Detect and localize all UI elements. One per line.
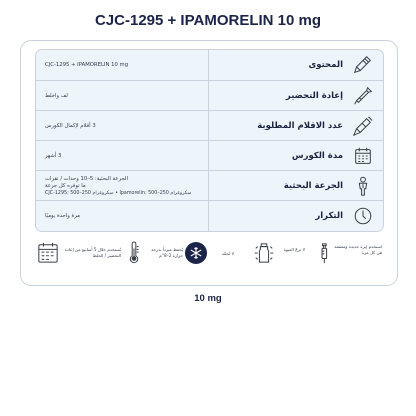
snowflake-badge (185, 242, 207, 264)
storage-note-use-within: يُستخدم خلال 5 أسابيع من إعادة التحضير / الخلط (35, 236, 123, 276)
storage-note-no-shake: لا ترجّ العبوة (253, 236, 309, 276)
vial-pen-icon (352, 54, 374, 76)
content-value: CJC-1295 + IPAMORELIN 10 mg (45, 61, 129, 68)
storage-notes (35, 236, 382, 276)
reconstitution-value: لف واخلط (45, 92, 68, 99)
dropper-icon (352, 85, 374, 107)
info-table (35, 49, 384, 232)
course-duration-label: مدة الكورس (291, 151, 343, 161)
product-title: CJC-1295 + IPAMORELIN 10 mg (94, 12, 322, 29)
no-shake-bottle-icon (253, 240, 275, 266)
research-dose-label: الجرعة البحثية (283, 181, 343, 191)
row-research-dose (36, 170, 383, 201)
calendar-days-icon (37, 240, 59, 266)
info-card (20, 40, 398, 286)
storage-note-refrigerate: يُحفظ مبرداً بدرجة حرارة 2–8°م (123, 236, 183, 276)
research-dose-value: الجرعة البحثية: 5–10 وحدات / نقرات ما توفره كل جرعة ميكروغرام 250–500 :Ipamorelin • ميكروغرام 250–500 :CJC-1295 (45, 175, 192, 196)
row-frequency (36, 200, 383, 231)
footer-dose-label: 10 mg (194, 293, 222, 304)
storage-note-new-needle: استخدم إبرة جديدة ومعقمة في كل مرة (317, 236, 382, 276)
content-label: المحتوى (308, 60, 343, 70)
pens-needed-label: عدد الاقلام المطلوبة (257, 121, 343, 131)
frequency-label: التكرار (315, 211, 343, 221)
reconstitution-label: إعادة التحضير (285, 91, 343, 101)
row-reconstitution (36, 80, 383, 111)
frequency-value: مرة واحدة يوميًا (45, 212, 81, 219)
thermometer-icon (123, 240, 145, 266)
clock-icon (352, 205, 374, 227)
pens-needed-value: 3 أقلام لإكمال الكورس (45, 122, 96, 129)
pen-injector-icon (352, 115, 374, 137)
storage-note-no-freeze: لا تُجمّد (185, 236, 235, 276)
snowflake-icon (188, 245, 204, 261)
row-course-duration (36, 140, 383, 171)
calendar-icon (352, 145, 374, 167)
person-icon (352, 175, 374, 197)
course-duration-value: 3 أشهر (45, 152, 62, 159)
row-content (36, 50, 383, 80)
row-pens-needed (36, 110, 383, 141)
